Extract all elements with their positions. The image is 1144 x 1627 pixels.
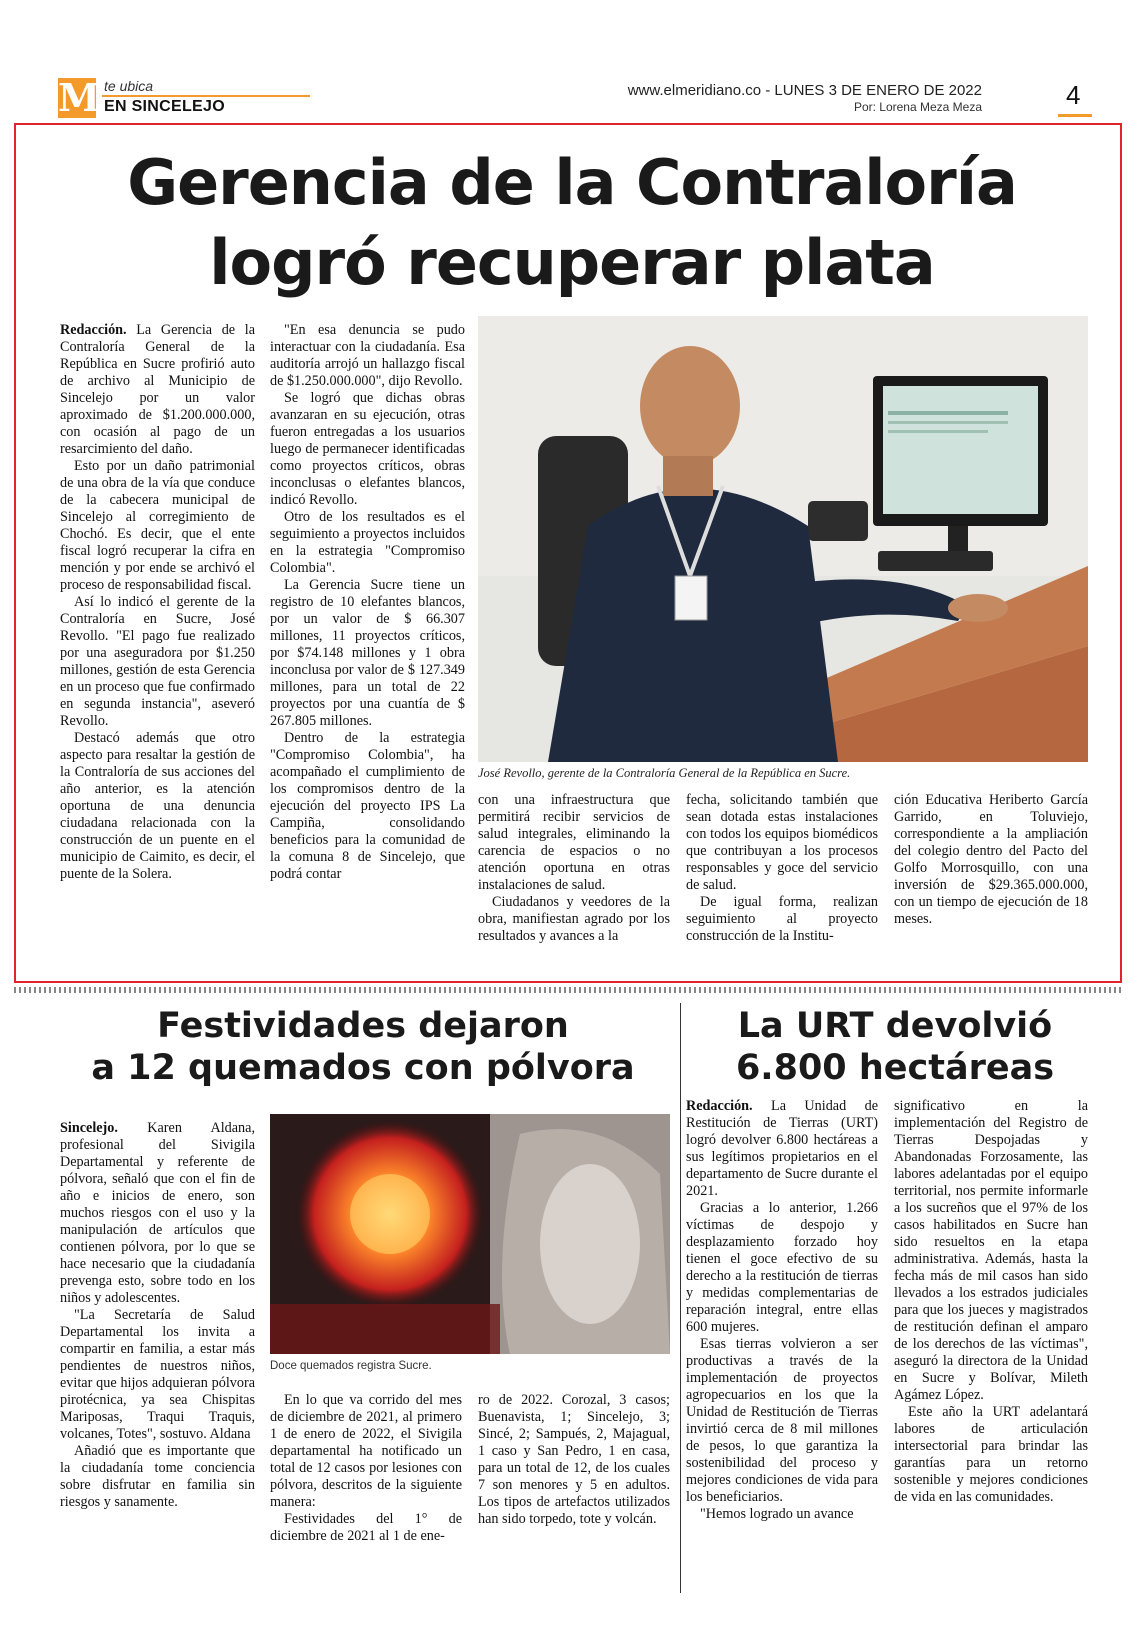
paragraph <box>270 577 465 730</box>
paragraph-text: Gracias a lo anterior, 1.266 víctimas de despojo y desplazamiento forzado hoy tienen el goce efectivo de su derecho a la restitución de tierras y medidas complementarias de reparación integral, entre ellas 600 mujeres. <box>686 1200 878 1335</box>
section-divider <box>14 987 1122 993</box>
office-photo-illustration <box>478 316 1088 762</box>
paragraph <box>270 509 465 577</box>
section-kicker: te ubica <box>104 78 154 94</box>
paragraph-text: Dentro de la estrategia "Compromiso Colombia", ha acompañado el cumplimiento de los compromisos dentro de la ejecución del proyecto IPS La Campiña, consolidando beneficios para la comunidad de la comuna 8 de Sincelejo, que podrá contar <box>270 730 465 882</box>
paragraph-text: Añadió que es importante que la ciudadanía tome conciencia sobre disfrutar en familia sin riesgos y sanamente. <box>60 1443 255 1510</box>
paragraph-text: En lo que va corrido del mes de diciembre de 2021, al primero 1 de enero de 2022, el Sivigila departamental ha notificado un total de 12 casos por lesiones con pólvora, descritos de la siguiente manera: <box>270 1392 462 1510</box>
page-number: 4 <box>1066 80 1081 110</box>
paragraph <box>686 1200 878 1336</box>
newspaper-logo: M <box>58 75 101 120</box>
paragraph <box>270 390 465 509</box>
paragraph-text: "La Secretaría de Salud Departamental los invita a compartir en familia, a estar más pendientes de nuestros niños, evitar que hijos adquieran pólvora pirotécnica, ya sea Chispitas Mariposas, Traqui Traquis, volcanes, Totes", sostuvo. Aldana <box>60 1307 255 1442</box>
paragraph <box>894 1098 1088 1404</box>
urt-headline-line2: 6.800 hectáreas <box>735 1048 1055 1088</box>
paragraph <box>60 322 255 458</box>
urt-headline <box>690 1005 1100 1089</box>
paragraph-text: ción Educativa Heriberto García Garrido, en Toluviejo, correspondiente a la ampliación del colegio dentro del Pacto del Golfo Morrosquillo, con una inversión de $29.365.000.000, con un tiempo de ejecución de 18 meses. <box>894 792 1088 927</box>
column-separator <box>680 1003 681 1593</box>
page-number-rule <box>1058 114 1092 117</box>
paragraph-text: La Unidad de Restitución de Tierras (URT) logró devolver 6.800 hectáreas a sus legítimos propietarios en el departamento de Sucre durante el 2021. <box>686 1098 878 1199</box>
main-col-4 <box>686 792 878 945</box>
paragraph <box>686 1336 878 1506</box>
paragraph-text: Destacó además que otro aspecto para resaltar la gestión de la Contraloría de sus acciones del año anterior, es la atención oportuna de una denuncia ciudadana relacionada con la construcción de un puente en el municipio de Caimito, es decir, el puente de la Solera. <box>60 730 255 882</box>
paragraph <box>478 792 670 894</box>
paragraph-text: Esas tierras volvieron a ser productivas a través de la implementación de proyectos agropecuarios en los que la Unidad de Restitución de Tierras invirtió cerca de 8 mil millones de pesos, lo que garantiza la sostenibilidad del proceso y mejores condiciones de vida para los beneficiarios. <box>686 1336 878 1505</box>
paragraph <box>894 1404 1088 1506</box>
dateline: Redacción. <box>60 322 127 338</box>
paragraph <box>478 1392 670 1528</box>
paragraph-text: fecha, solicitando también que sean dotada estas instalaciones con todos los equipos biomédicos que contribuyan a los procesos responsables y goce del servicio de salud. <box>686 792 878 893</box>
paragraph-text: La Gerencia de la Contraloría General de la República en Sucre profirió auto de archivo al Municipio de Sincelejo por un valor aproximado de $1.200.000.000, con ocasión al pago de un resarcimiento del daño. <box>60 322 255 457</box>
paragraph-text: Así lo indicó el gerente de la Contraloría en Sucre, José Revollo. "El pago fue realizado por una aseguradora por $1.250 millones, gestión de esta Gerencia en un proceso que fue confirmado en segunda instancia", aseveró Revollo. <box>60 594 255 729</box>
paragraph <box>60 458 255 594</box>
main-col-3 <box>478 792 670 945</box>
paragraph <box>270 730 465 883</box>
paragraph <box>60 730 255 883</box>
urt-col-2 <box>894 1098 1088 1506</box>
main-photo-caption: José Revollo, gerente de la Contraloría General de la República en Sucre. <box>478 766 851 780</box>
photo-jose-revollo <box>478 316 1088 762</box>
paragraph <box>686 1098 878 1200</box>
section-name: EN SINCELEJO <box>104 98 225 115</box>
paragraph <box>60 594 255 730</box>
dateline: Redacción. <box>686 1098 753 1114</box>
date-line: www.elmeridiano.co - LUNES 3 DE ENERO DE 2022 <box>627 82 982 99</box>
paragraph <box>270 1511 462 1545</box>
paragraph-text: Este año la URT adelantará labores de articulación intersectorial para brindar las garantías para un retorno sostenible y mejores condiciones de vida en las comunidades. <box>894 1404 1088 1505</box>
main-headline-line1: Gerencia de la Contraloría <box>127 146 1017 219</box>
paragraph <box>686 792 878 894</box>
fireworks-col-3 <box>478 1392 670 1528</box>
main-col-1 <box>60 322 255 883</box>
paragraph <box>686 1506 878 1523</box>
paragraph-text: Ciudadanos y veedores de la obra, manifiestan agrado por los resultados y avances a la <box>478 894 670 944</box>
paragraph <box>60 1443 255 1511</box>
paragraph-text: La Gerencia Sucre tiene un registro de 10 elefantes blancos, por un valor de $ 66.307 millones, 11 proyectos críticos, por $74.148 millones y 1 obra inconclusa por valor de $ 127.349 millones, para un total de 22 proyectos por una cuantía de $ 267.805 millones. <box>270 577 465 729</box>
paragraph <box>686 894 878 945</box>
fireworks-headline-line1: Festividades dejaron <box>157 1006 569 1046</box>
section-rule <box>102 95 310 97</box>
urt-col-1 <box>686 1098 878 1523</box>
paragraph-text: ro de 2022. Corozal, 3 casos; Buenavista, 1; Sincelejo, 3; Sincé, 2; Sampués, 2, Majagual, 1 caso y San Pedro, 1 en casa, para un total de 12, de los cuales 7 son menores y 5 en adultos. Los tipos de artefactos utilizados han sido torpedo, tote y volcán. <box>478 1392 670 1527</box>
main-headline <box>30 143 1114 303</box>
fireworks-col-1 <box>60 1120 255 1511</box>
paragraph-text: "Hemos logrado un avance <box>700 1506 854 1522</box>
paragraph-text: Festividades del 1° de diciembre de 2021 al 1 de ene- <box>270 1511 462 1544</box>
paragraph-text: Otro de los resultados es el seguimiento a proyectos incluidos en la estrategia "Compromiso Colombia". <box>270 509 465 576</box>
paragraph-text: Karen Aldana, profesional del Sivigila Departamental y referente de pólvora, señaló que con el fin de año e inicios de enero, son muchos riesgos con el uso y la manipulación de artículos que contienen pólvora, por lo que se hace necesario que la ciudadanía prevenga esto, sobre todo en los niños y adolescentes. <box>60 1120 255 1306</box>
paragraph <box>270 322 465 390</box>
paragraph-text: significativo en la implementación del Registro de Tierras Despojadas y Abandonadas Forzosamente, las labores adelantadas por el equipo territorial, nos permite informarle a los sucreños que el 97% de los casos habilitados en Sucre han sido resueltos en la etapa administrativa. Además, hasta la fecha más de mil casos han sido llevados a los estrados judiciales para que los jueces y magistrados de restitución definan el amparo de los derechos de las víctimas", aseguró la directora de la Unidad en Sucre y Bolívar, Mileth Agámez López. <box>894 1098 1088 1403</box>
paragraph-text: con una infraestructura que permitirá recibir servicios de salud integrales, eliminando la carencia de espacios o no atención oportuna en otras instalaciones de salud. <box>478 792 670 893</box>
urt-headline-line1: La URT devolvió <box>737 1006 1053 1046</box>
paragraph <box>478 894 670 945</box>
paragraph-text: Se logró que dichas obras avanzaran en su ejecución, otras fueron entregadas a los usuarios luego de permanecer identificadas como proyectos críticos, obras inconclusas o elefantes blancos, indicó Revollo. <box>270 390 465 508</box>
author-line: Por: Lorena Meza Meza <box>853 100 982 114</box>
paragraph <box>60 1120 255 1307</box>
fireworks-illustration <box>270 1114 670 1354</box>
main-col-5 <box>894 792 1088 928</box>
paragraph-text: De igual forma, realizan seguimiento al proyecto construcción de la Institu- <box>686 894 878 944</box>
main-col-2 <box>270 322 465 883</box>
fireworks-headline <box>56 1005 670 1089</box>
paragraph <box>60 1307 255 1443</box>
main-headline-line2: logró recuperar plata <box>209 226 935 299</box>
paragraph <box>270 1392 462 1511</box>
fireworks-photo-caption: Doce quemados registra Sucre. <box>270 1360 432 1372</box>
paragraph-text: Esto por un daño patrimonial de una obra de la vía que conduce de la cabecera municipal de Sincelejo al corregimiento de Chochó. Es decir, que el ente fiscal logró recuperar la cifra en mención y por ende se archivó el proceso de responsabilidad fiscal. <box>60 458 255 593</box>
photo-fireworks <box>270 1114 670 1354</box>
paragraph <box>894 792 1088 928</box>
fireworks-col-2 <box>270 1392 462 1545</box>
paragraph-text: "En esa denuncia se pudo interactuar con la ciudadanía. Esa auditoría arrojó un hallazgo fiscal de $1.250.000.000", dijo Revollo. <box>270 322 465 389</box>
fireworks-headline-line2: a 12 quemados con pólvora <box>91 1048 635 1088</box>
dateline: Sincelejo. <box>60 1120 118 1136</box>
